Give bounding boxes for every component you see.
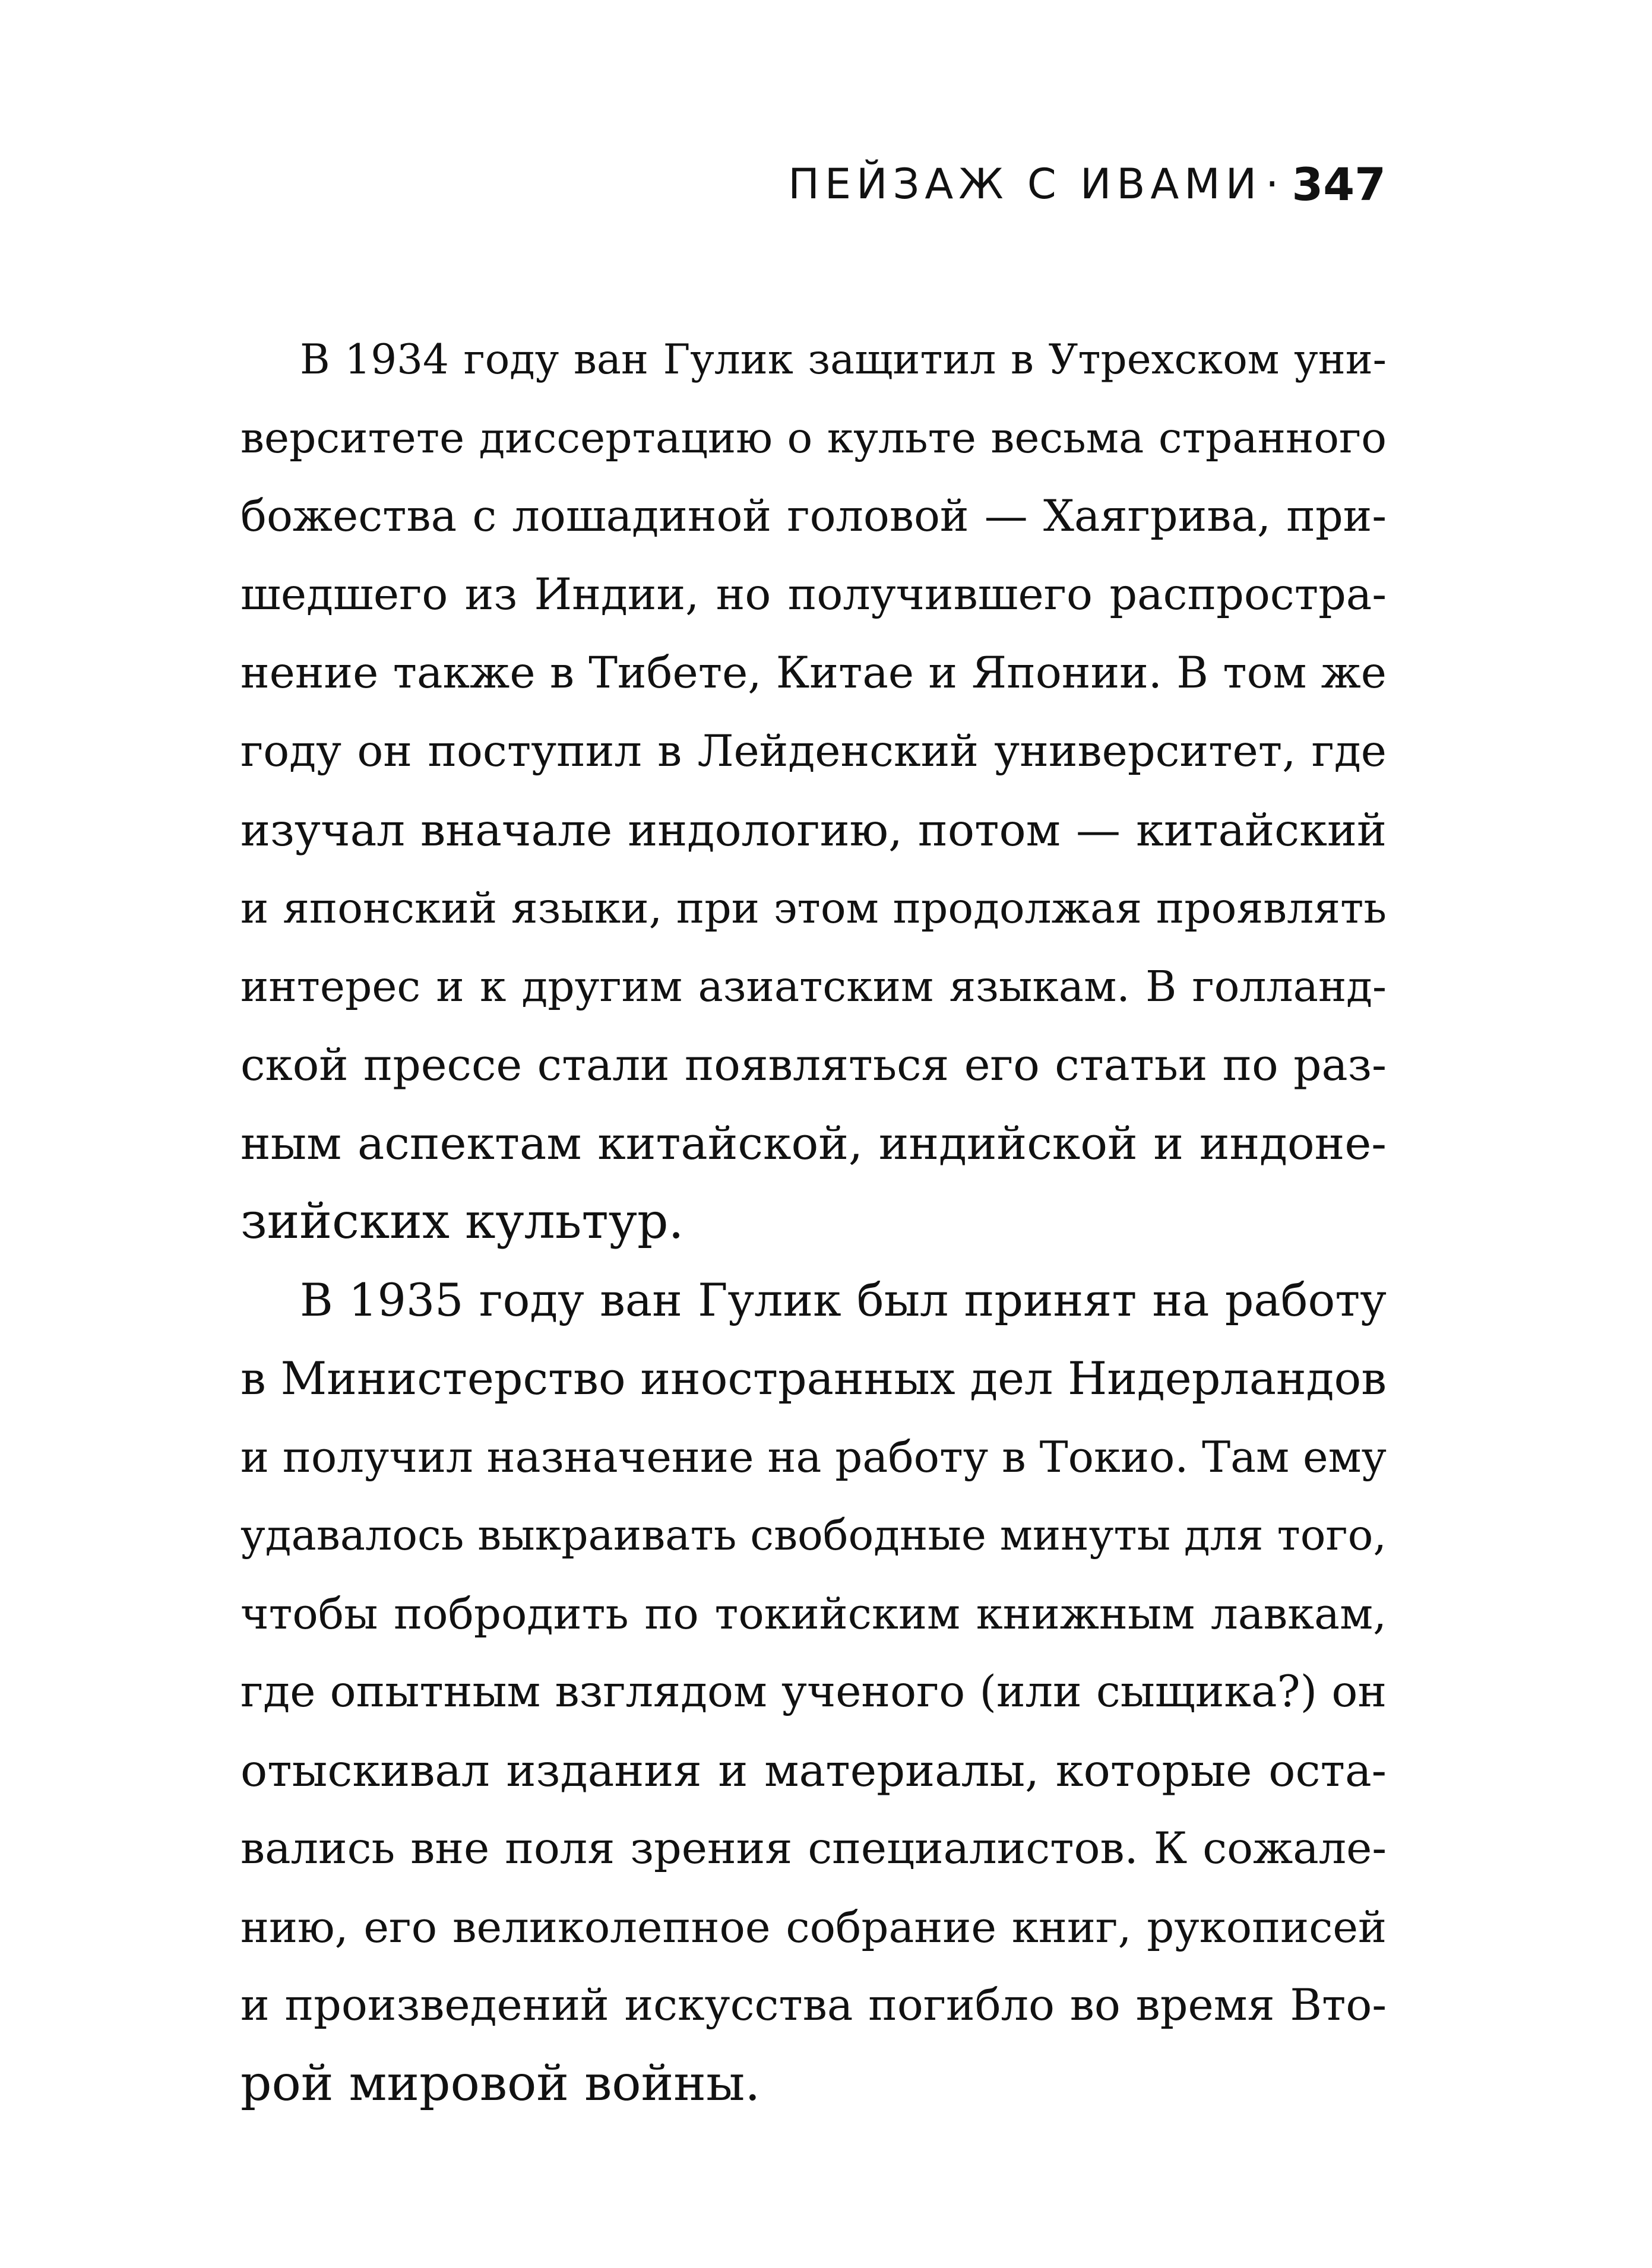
text-line: и японский языки, при этом продолжая проявлять [240,883,1387,933]
text-line: чтобы побродить по токийским книжным лавкам, [240,1589,1387,1639]
text-line: В 1934 году ван Гулик защитил в Утрехском уни- [300,336,1387,384]
text-line: ным аспектам китайской, индийской и индоне- [240,1117,1387,1170]
text-line: вались вне поля зрения специалистов. К сожале- [240,1823,1387,1874]
text-line: шедшего из Индии, но получившего распростра- [240,569,1387,620]
paragraph-2 [240,1261,1387,2123]
text-line: интерес и к другим азиатским языкам. В голланд- [240,962,1387,1011]
text-line: отыскивал издания и материалы, которые оста- [240,1744,1387,1797]
running-header [788,148,1386,220]
text-line: изучал вначале индологию, потом — китайский [240,804,1387,856]
text-line: в Министерство иностранных дел Нидерландов [240,1352,1387,1405]
text-line: В 1935 году ван Гулик был принят на работу [300,1274,1387,1326]
text-line: нение также в Тибете, Китае и Японии. В том же [240,648,1387,698]
text-line: рой мировой войны. [240,2055,761,2112]
body-text [240,321,1387,2123]
text-line: верситете диссертацию о культе весьма странного [240,413,1387,463]
running-header-title: ПЕЙЗАЖ С ИВАМИ [788,160,1262,208]
text-line: где опытным взглядом ученого (или сыщика?) он [240,1667,1387,1717]
text-line: и получил назначение на работу в Токио. Там ему [240,1432,1387,1482]
page-number: 347 [1292,157,1386,211]
text-line: году он поступил в Лейденский университет, где [240,726,1387,777]
paragraph-1 [240,321,1387,1261]
text-line: нию, его великолепное собрание книг, рукописей [240,1902,1387,1952]
text-line: удавалось выкраивать свободные минуты для того, [240,1510,1387,1560]
running-header-separator: · [1265,160,1279,208]
text-line: и произведений искусства погибло во время Вто- [240,1980,1387,2031]
text-line: зийских культур. [240,1193,684,1250]
text-line: божества с лошадиной головой — Хаягрива, при- [240,491,1387,541]
text-line: ской прессе стали появляться его статьи по раз- [240,1040,1387,1091]
